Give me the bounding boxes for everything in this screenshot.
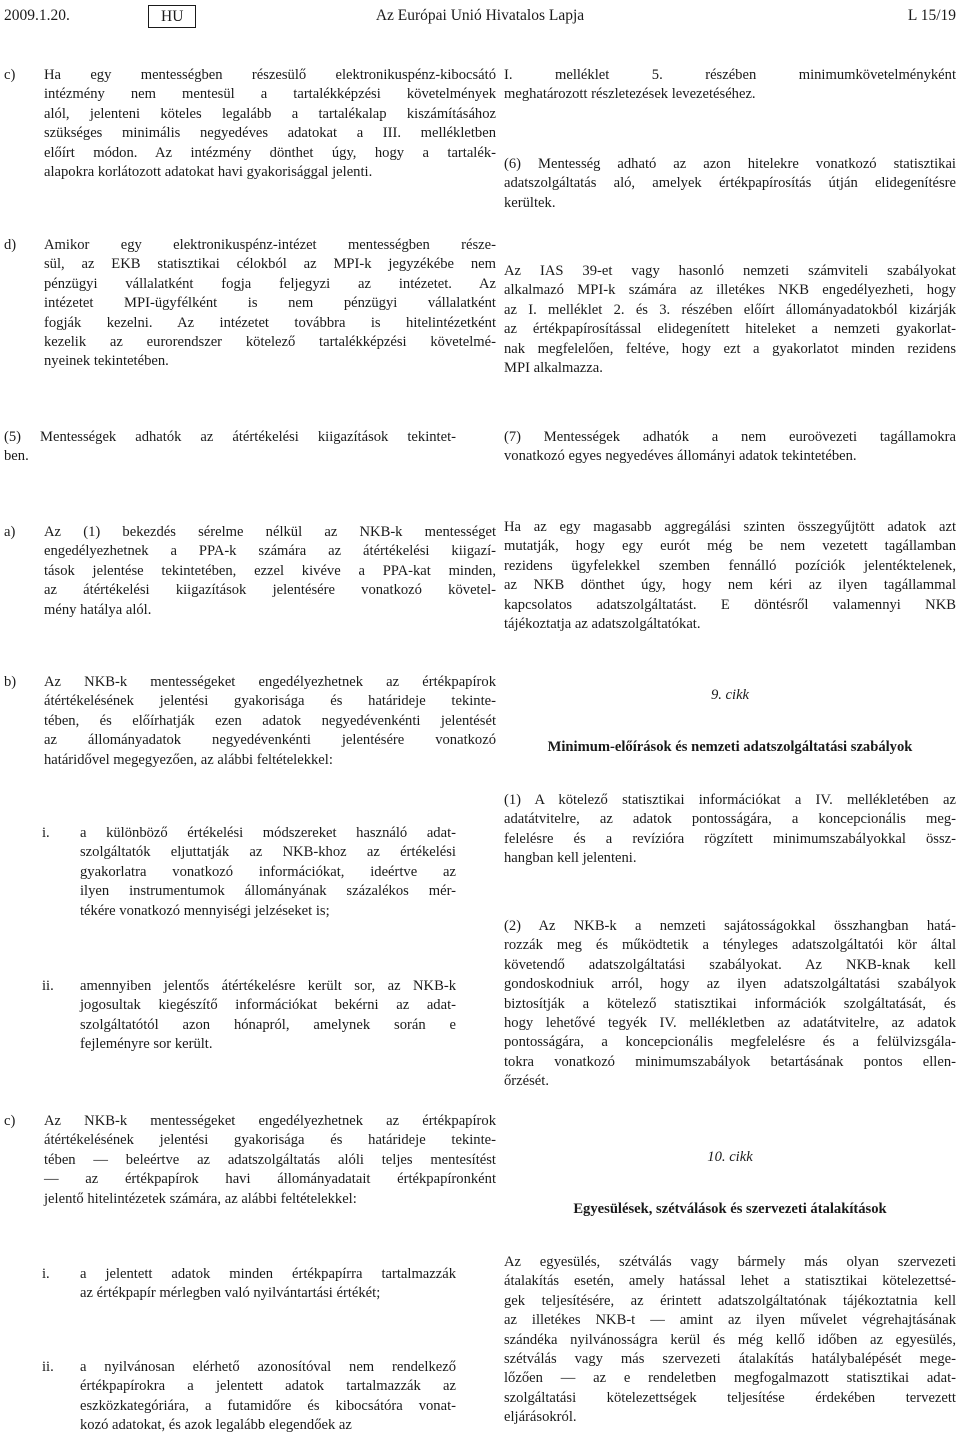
text-line: pontosságára, a koncepcionális megfelelésre és a felülvizsgála-	[504, 1034, 956, 1051]
item-label: i.	[42, 1266, 50, 1282]
text-line: adatszolgáltatás aló, amelyek értékpapírosítás útján elidegenítésre	[504, 175, 956, 192]
text-line: felelésre és a revízióra rögzített minimumszabályokkal össz-	[504, 830, 956, 847]
right-paragraph-6	[504, 155, 956, 213]
text-line: I. melléklet 5. részében minimumkövetelményként	[504, 67, 956, 83]
text-line: Az NKB-k mentességeket engedélyezhetnek az értékpapírok	[44, 1113, 496, 1129]
text-line: hangban kell jelenteni.	[504, 850, 637, 867]
text-line: szétválás vagy más szervezeti átalakítás hatálybalépését mege-	[504, 1351, 956, 1368]
text-line: (2) Az NKB-k a nemzeti sajátosságokkal összhangban hatá-	[504, 918, 956, 934]
text-line: értékpapírokra a jelentett adatok tartalmazzák az	[80, 1378, 456, 1395]
text-line: jogosultak kiegészítő információkat bekérni az adat-	[80, 997, 456, 1014]
text-line: rezidens ügyfelekkel szemben fennálló pozíciók jelentéktelenek,	[504, 557, 956, 574]
text-line: — az értékpapírok havi állományadatait értékpapíronként	[44, 1171, 496, 1188]
article-9-paragraph-1	[504, 791, 956, 869]
text-line: rozzák meg és működtetik a tényleges adatszolgáltatói kör által	[504, 937, 956, 954]
text-line: (1) A kötelező statisztikai információkat a IV. mellékletében az	[504, 792, 956, 808]
text-line: intézetet MPI-ügyfélként is nem pénzügyi vállalatként	[44, 295, 496, 312]
text-line: vonatkozó egyes negyedéves állományi adatok tekintetében.	[504, 448, 857, 465]
item-label: ii.	[42, 1359, 54, 1375]
text-line: alkalmazó MPI-k számára az illetékes NKB engedélyezheti, hogy	[504, 282, 956, 299]
text-line: gondoskodniuk arról, hogy az ilyen adatszolgáltatási szabályok	[504, 976, 956, 993]
text-line: MPI alkalmazza.	[504, 360, 603, 377]
text-line: a nyilvánosan elérhető azonosítóval nem rendelkező	[80, 1359, 456, 1375]
text-line: kozó adatokat, és azok legalább elegendőek az	[80, 1417, 352, 1434]
text-line: követendő adatszolgáltatási szabályokat. Az NKB-knak kell	[504, 956, 956, 973]
text-line: kezelik az eurorendszer kötelező tartalékképzési követelmé-	[44, 334, 496, 351]
text-line: nyeinek tekintetében.	[44, 353, 169, 370]
text-line: Ha egy mentességben részesülő elektronikuspénz-kibocsátó	[44, 67, 496, 83]
right-paragraph-7	[504, 428, 956, 467]
header-date: 2009.1.20.	[4, 7, 70, 24]
text-line: kerültek.	[504, 194, 556, 211]
right-continuation	[504, 66, 956, 105]
text-line: kapcsolatos adatszolgáltatást. E döntésről valamennyi NKB	[504, 596, 956, 613]
left-point-b	[4, 673, 496, 770]
text-line: eszközkategóriára, a futamidőre és kibocsátóra vonat-	[80, 1397, 456, 1414]
article-10-title: Egyesülések, szétválások és szervezeti átalakítások	[573, 1201, 887, 1217]
text-line: (6) Mentesség adható az azon hitelekre vonatkozó statisztikai	[504, 156, 956, 172]
text-line: határidővel megegyezően, az alábbi feltételekkel:	[44, 751, 333, 768]
text-line: az értékpapírosítással elidegenített hiteleket a nemzeti gyakorlat-	[504, 321, 956, 338]
text-line: fogják kezelni. Az intézetet továbbra is hitelintézetként	[44, 314, 496, 331]
item-label: c)	[4, 1113, 16, 1129]
text-line: fejleményre sor került.	[80, 1036, 213, 1053]
text-line: Az IAS 39-et vagy hasonló nemzeti számviteli szabályokat	[504, 263, 956, 279]
text-line: mutatják, hogy egy eurót még be nem vezetett tagállamban	[504, 538, 956, 555]
left-point-c-ii	[42, 1358, 456, 1436]
article-9-paragraph-2	[504, 917, 956, 1092]
text-line: meghatározott részletezések levezetéséhez.	[504, 86, 756, 103]
article-10-paragraph	[504, 1253, 956, 1428]
text-line: őrzését.	[504, 1073, 549, 1090]
text-line: a jelentett adatok minden értékpapírra tartalmazzák	[80, 1266, 456, 1282]
text-line: a különböző értékelési módszereket használó adat-	[80, 825, 456, 841]
text-line: alapokra korlátozott adatokat havi gyakorisággal jelenti.	[44, 164, 373, 181]
text-line: az I. melléklet 2. és 3. részében előírt állományadatokból kizárják	[504, 301, 956, 318]
header-language-box: HU	[148, 5, 196, 28]
left-point-c	[4, 66, 496, 182]
text-line: sül, az EKB statisztikai célokból az MPI-k jegyzékébe nem	[44, 256, 496, 273]
header-page-number: L 15/19	[907, 7, 956, 24]
left-point-c2	[4, 1112, 496, 1209]
text-line: előírt módon. Az intézmény dönthet úgy, hogy a tartalék-	[44, 144, 496, 161]
article-9-number: 9. cikk	[710, 687, 750, 703]
left-point-d	[4, 236, 496, 372]
text-line: hogy lehetővé tegyék IV. mellékletben az adatátvitelre, az adatok	[504, 1015, 956, 1032]
text-line: gek teljesítésére, az érintett adatszolgáltatónak tájékoztatnia kell	[504, 1292, 956, 1309]
right-ias-paragraph	[504, 262, 956, 378]
left-point-a	[4, 523, 496, 620]
text-line: szolgáltatók eljuttatják az NKB-khoz az értékelési	[80, 844, 456, 861]
text-line: átértékelésének jelentési gyakorisága és határideje tekinte-	[44, 693, 496, 710]
article-9-title: Minimum-előírások és nemzeti adatszolgáltatási szabályok	[547, 739, 913, 755]
left-point-b-ii	[42, 977, 456, 1055]
left-point-b-i	[42, 824, 456, 921]
text-line: gyakorlatra vonatkozó információkat, ideértve az	[80, 863, 456, 880]
text-line: tében — beleértve az adatszolgáltatás alóli teljes mentesítést	[44, 1151, 496, 1168]
text-line: Az (1) bekezdés sérelme nélkül az NKB-k mentességet	[44, 524, 496, 540]
text-line: jelentő hitelintézetek számára, az alábbi feltételekkel:	[44, 1190, 357, 1207]
text-line: átalakítás esetén, amely hatással lehet a statisztikai kötelezettsé-	[504, 1273, 956, 1290]
left-paragraph-5	[4, 428, 456, 467]
header-journal-title: Az Európai Unió Hivatalos Lapja	[375, 7, 585, 24]
item-label: c)	[4, 67, 16, 83]
text-line: (5) Mentességek adhatók az átértékelési kiigazítások tekintet-	[4, 429, 456, 445]
text-line: lőzően — az e rendeletben megfogalmazott statisztikai adat-	[504, 1370, 956, 1387]
item-label: a)	[4, 524, 16, 540]
item-label: i.	[42, 825, 50, 841]
text-line: tájékoztatja az adatszolgáltatókat.	[504, 616, 701, 633]
text-line: pénzügyi vállalatként fogja feljegyzi az intézetet. Az	[44, 275, 496, 292]
text-line: az illetékes NKB-t — amint az ilyen művelet végrehajtásának	[504, 1312, 956, 1329]
text-line: ben.	[4, 448, 29, 465]
text-line: eljárásokról.	[504, 1409, 577, 1426]
left-point-c-i	[42, 1265, 456, 1304]
text-line: biztosítják a kötelező statisztikai információk szolgáltatását, és	[504, 995, 956, 1012]
text-line: szükséges minimális negyedéves adatokat a III. mellékletben	[44, 125, 496, 142]
text-line: az átértékelési kiigazítások jelentésére vonatkozó követel-	[44, 582, 496, 599]
right-aggregation-paragraph	[504, 518, 956, 634]
text-line: az állományadatok negyedévenkénti jelentésére vonatkozó	[44, 732, 496, 749]
text-line: ilyen instrumentumok állományának százalékos mér-	[80, 883, 456, 900]
text-line: az NKB dönthet úgy, hogy nem kéri az ilyen tagállammal	[504, 577, 956, 594]
page-header	[0, 5, 960, 29]
text-line: tokra vonatkozó minimumszabályok betartásának pontos ellen-	[504, 1053, 956, 1070]
text-line: intézmény nem mentesül a tartalékképzési követelmények	[44, 86, 496, 103]
text-line: szolgáltatási kötelezettségek teljesítése érdekében tervezett	[504, 1389, 956, 1406]
item-label: d)	[4, 237, 17, 253]
text-line: amennyiben jelentős átértékelésre került sor, az NKB-k	[80, 978, 456, 994]
text-line: szándéka nyilvánosságra kerül és még kellő időben az egyesülés,	[504, 1331, 956, 1348]
text-line: Ha az egy magasabb aggregálási szinten összegyűjtött adatok azt	[504, 519, 956, 535]
text-line: Az NKB-k mentességeket engedélyezhetnek az értékpapírok	[44, 674, 496, 690]
text-line: alól, jelenteni köteles legalább a tartalékalap kiszámításához	[44, 105, 496, 122]
text-line: nak megfelelően, feltéve, hogy ezt a gyakorlatot minden rezidens	[504, 340, 956, 357]
text-line: tében, és előírhatják ezen adatok negyedévenkénti jelentését	[44, 712, 496, 729]
text-line: az értékpapír mérlegben való nyilvántartási értékét;	[80, 1285, 381, 1302]
text-line: mény hatálya alól.	[44, 601, 152, 618]
text-line: Amikor egy elektronikuspénz-intézet mentességben része-	[44, 237, 496, 253]
text-line: (7) Mentességek adhatók a nem euroövezeti tagállamokra	[504, 429, 956, 445]
text-line: tékére vonatkozó mennyiségi jelzéseket is;	[80, 902, 330, 919]
text-line: tások jelentése tekintetében, ezzel kivéve a PPA-kat minden,	[44, 562, 496, 579]
item-label: ii.	[42, 978, 54, 994]
article-10-number: 10. cikk	[707, 1149, 753, 1165]
text-line: engedélyezhetnek a PPA-k számára az átértékelési kiigazí-	[44, 543, 496, 560]
text-line: Az egyesülés, szétválás vagy bármely más olyan szervezeti	[504, 1254, 956, 1270]
text-line: átértékelésének jelentési gyakorisága és határideje tekinte-	[44, 1132, 496, 1149]
item-label: b)	[4, 674, 17, 690]
text-line: adatátvitelre, az adatok pontosságára, a koncepcionális meg-	[504, 811, 956, 828]
text-line: szolgáltatótól azon hónapról, amelynek során e	[80, 1016, 456, 1033]
